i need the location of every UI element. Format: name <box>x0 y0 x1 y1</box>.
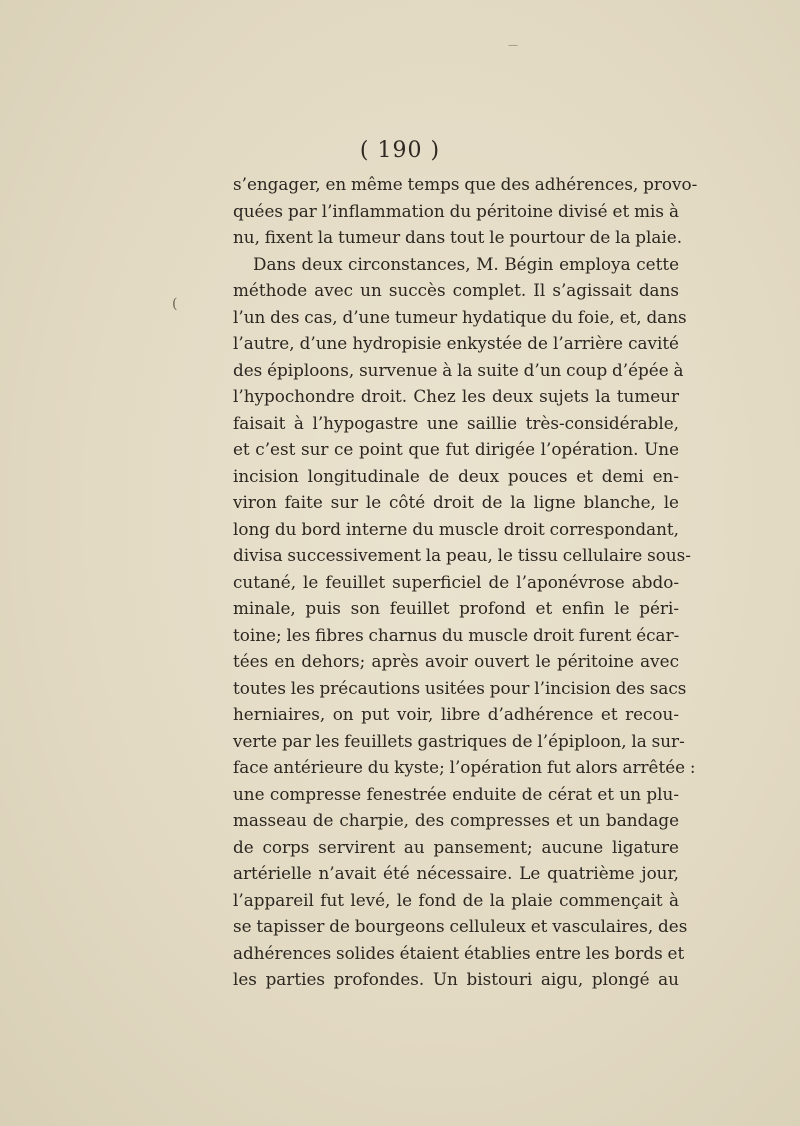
text-line: faisait à l’hypogastre une saillie très-considérable, <box>233 412 679 433</box>
body-text <box>233 171 698 993</box>
text-line: de corps servirent au pansement; aucune ligature <box>233 836 679 857</box>
text-line: face antérieure du kyste; l’opération fut alors arrêtée : <box>233 757 696 777</box>
text-line: nu, fixent la tumeur dans tout le pourtour de la plaie. <box>233 227 683 247</box>
left-margin-mark: ( <box>172 296 178 312</box>
text-line: tées en dehors; après avoir ouvert le péritoine avec <box>233 651 679 671</box>
text-line: une compresse fenestrée enduite de cérat et un plu- <box>233 783 679 804</box>
text-line: cutané, le feuillet superficiel de l’aponévrose abdo- <box>233 571 679 592</box>
text-line: l’un des cas, d’une tumeur hydatique du foie, et, dans <box>233 306 687 327</box>
text-line: Dans deux circonstances, M. Bégin employa cette <box>253 253 679 274</box>
text-line: minale, puis son feuillet profond et enfin le péri- <box>233 598 679 618</box>
text-line: viron faite sur le côté droit de la ligne blanche, le <box>233 492 679 512</box>
text-line: incision longitudinale de deux pouces et demi en- <box>233 465 679 486</box>
text-line: des épiploons, survenue à la suite d’un coup d’épée à <box>233 359 684 380</box>
text-line: long du bord interne du muscle droit correspondant, <box>233 518 679 539</box>
page-number: ( 190 ) <box>359 138 441 163</box>
text-line: toine; les fibres charnus du muscle droit furent écar- <box>233 624 680 645</box>
text-line: herniaires, on put voir, libre d’adhérence et recou- <box>233 704 679 724</box>
text-line: et c’est sur ce point que fut dirigée l’opération. Une <box>233 439 679 459</box>
text-line: l’autre, d’une hydropisie enkystée de l’arrière cavité <box>233 333 679 353</box>
text-line: divisa successivement la peau, le tissu cellulaire sous- <box>233 545 691 565</box>
text-line: toutes les précautions usitées pour l’incision des sacs <box>233 677 687 698</box>
top-margin-mark: — <box>508 40 518 51</box>
text-line: les parties profondes. Un bistouri aigu, plongé au <box>233 969 679 989</box>
text-line: se tapisser de bourgeons celluleux et vasculaires, des <box>233 916 688 936</box>
text-line: artérielle n’avait été nécessaire. Le quatrième jour, <box>233 863 679 883</box>
text-line: masseau de charpie, des compresses et un bandage <box>233 810 679 830</box>
text-line: s’engager, en même temps que des adhérences, provo- <box>233 174 698 194</box>
text-line: méthode avec un succès complet. Il s’agissait dans <box>233 280 679 300</box>
text-line: adhérences solides étaient établies entre les bords et <box>233 942 685 963</box>
text-line: quées par l’inflammation du péritoine divisé et mis à <box>233 200 679 221</box>
text-line: l’hypochondre droit. Chez les deux sujets la tumeur <box>233 386 679 406</box>
text-line: l’appareil fut levé, le fond de la plaie commençait à <box>233 889 679 910</box>
text-line: verte par les feuillets gastriques de l’épiploon, la sur- <box>233 730 685 751</box>
